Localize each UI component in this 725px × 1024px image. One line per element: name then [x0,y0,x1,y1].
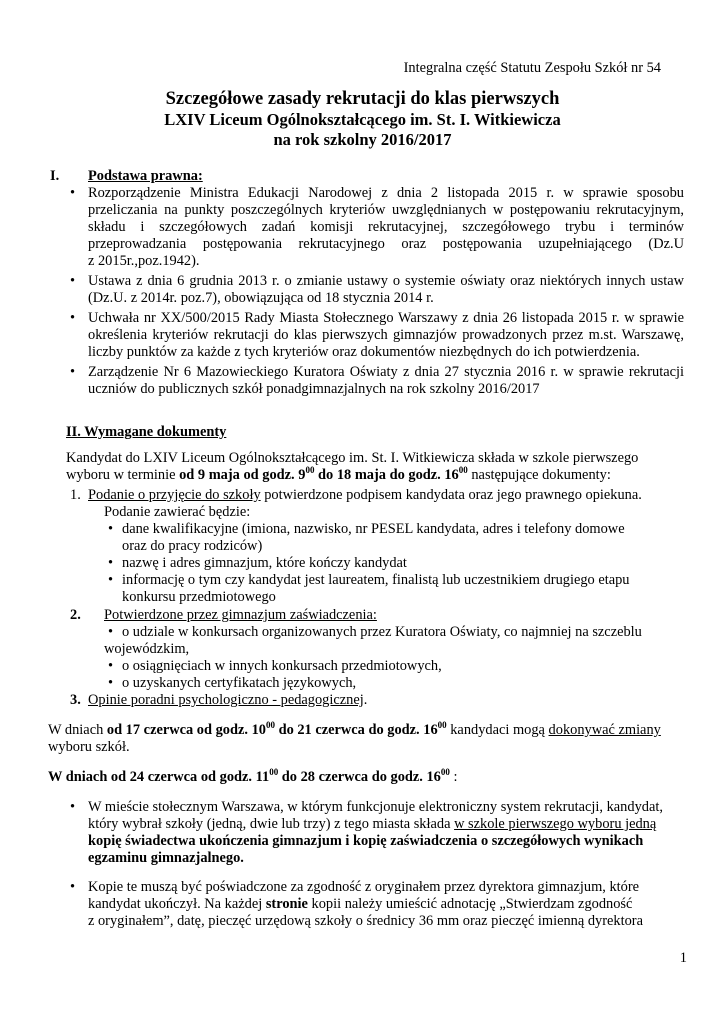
document-page: Integralna część Statutu Zespołu Szkół nr 54 Szczegółowe zasady rekrutacji do klas pierwszych LXIV Liceum Ogólnokształcącego im. St. I. Witkiewicza na rok szkolny 2016/2017 I. Podstawa prawna: • Rozporządzenie Ministra Edukacji Narodowej z dnia 2 listopada 2015 r. w sprawie sposobu przeliczania na punkty poszczególnych kryteriów uwzględnianych w postępowaniu rekrutacyjnym, składu i szczegółowych zadań komisji rekrutacyjnej, szczegółowego trybu i terminów przeprowadzania postępowania rekrutacyjnego oraz postępowania uzupełniającego (Dz.U z 2015r.,poz.1942). • Ustawa z dnia 6 grudnia 2013 r. o zmianie ustawy o systemie oświaty oraz niektórych innych ustaw (Dz.U. z 2014r. poz.7), obowiązująca od 18 stycznia 2014 r. • Uchwała nr XX/500/2015 Rady Miasta Stołecznego Warszawy z dnia 26 listopada 2015 r. w sprawie określenia kryteriów rekrutacji do klas pierwszych gimnazjów prowadzonych przez m.st. Warszawę, liczby punktów za każde z tych kryteriów oraz dokumentów niezbędnych do ich potwierdzenia. • Zarządzenie Nr 6 Mazowieckiego Kuratora Oświaty z dnia 27 stycznia 2016 r. w sprawie rekrutacji uczniów do publicznych szkół ponadgimnazjalnych na rok szkolny 2016/2017 II. Wymagane dokumenty Kandydat do LXIV Liceum Ogólnokształcącego im. St. I. Witkiewicza składa w szkole pierwszego wyboru w terminie od 9 maja od godz. $9^{00}$ do 18 maja do godz. $16^{00}$ następujące dokumenty: 1. Podanie o przyjęcie do szkoły potwierdzone podpisem kandydata oraz jego prawnego opiekuna. Podanie zawierać będzie: • dane kwalifikacyjne (imiona, nazwisko, nr PESEL kandydata, adres i telefony domowe oraz do pracy rodziców) • nazwę i adres gimnazjum, które kończy kandydat • informację o tym czy kandydat jest laureatem, finalistą lub uczestnikiem drugiego etapu konkursu przedmiotowego 2. Potwierdzone przez gimnazjum zaświadczenia: • o udziale w konkursach organizowanych przez Kuratora Oświaty, co najmniej na szczeblu wojewódzkim, • o osiągnięciach w innych konkursach przedmiotowych, • o uzyskanych certyfikatach językowych, 3. Opinie poradni psychologiczno - pedagogicznej. W dniach od 17 czerwca od godz. $10^{00}$ do 21 czerwca do godz. $16^{00}$ kandydaci mogą dokonywać zmiany wyboru szkół. W dniach od 24 czerwca od godz. $11^{00}$ do 28 czerwca do godz. $16^{00}$ : • W mieście stołecznym Warszawa, w którym funkcjonuje elektroniczny system rekrutacji, kandydat, który wybrał szkoły (jedną, dwie lub trzy) z tego miasta składa w szkole pierwszego wyboru jedną kopię świadectwa ukończenia gimnazjum i kopię zaświadczenia o szczegółowych wynikach egzaminu gimnazjalnego. • Kopie te muszą być poświadczone za zgodność z oryginałem przez dyrektora gimnazjum, które kandydat ukończył. Na każdej stronie kopii należy umieścić adnotację „Stwierdzam zgodność z oryginałem”, datę, pieczęć urzędową szkoły o średnicy 36 mm oraz pieczęć imienną dyrektora 1 [0,0,725,1024]
doc-3-text: Opinie poradni psychologiczno - pedagogicznej. [88,692,368,708]
doc-1-items [104,521,684,606]
documents-intro: Kandydat do LXIV Liceum Ogólnokształcącego im. St. I. Witkiewicza składa w szkole pierwszego wyboru w terminie od 9 maja od godz. $9^{00}$ do 18 maja do godz. $16^{00}$ następujące dokumenty: [66,450,639,483]
doc-2-text: Potwierdzone przez gimnazjum zaświadczenia: [104,607,377,623]
doc-1-item: • dane kwalifikacyjne (imiona, nazwisko, nr PESEL kandydata, adres i telefony domowe oraz do pracy rodziców) [104,521,684,555]
doc-1-item: • nazwę i adres gimnazjum, które kończy kandydat [104,555,684,572]
doc-2-item: • o osiągnięciach w innych konkursach przedmiotowych, [104,658,684,675]
legal-item-4: • Zarządzenie Nr 6 Mazowieckiego Kuratora Oświaty z dnia 27 stycznia 2016 r. w sprawie rekrutacji uczniów do publicznych szkół ponadgimnazjalnych na rok szkolny 2016/2017 [64,364,684,398]
doc-1-number: 1. [70,487,81,503]
doc-2-item: • o udziale w konkursach organizowanych przez Kuratora Oświaty, co najmniej na szczeblu [104,624,684,641]
section-2-heading: II. Wymagane dokumenty [66,424,227,440]
doc-3-number: 3. [70,692,81,708]
submission-list [64,799,688,930]
doc-1-item: • informację o tym czy kandydat jest laureatem, finalistą lub uczestnikiem drugiego etapu konkursu przedmiotowego [104,572,684,606]
submission-item-1: • W mieście stołecznym Warszawa, w którym funkcjonuje elektroniczny system rekrutacji, kandydat, który wybrał szkoły (jedną, dwie lub trzy) z tego miasta składa w szkole pierwszego wyboru jedną kopię świadectwa ukończenia gimnazjum i kopię zaświadczenia o szczegółowych wynikach egzaminu gimnazjalnego. [64,799,688,867]
deadline-heading: W dniach od 24 czerwca od godz. $11^{00}$ do 28 czerwca do godz. $16^{00}$ : [48,767,458,785]
doc-2-items-cont [104,658,684,692]
title-line-2: LXIV Liceum Ogólnokształcącego im. St. I. Witkiewicza [164,110,561,129]
change-window-paragraph: W dniach od 17 czerwca od godz. $10^{00}$ do 21 czerwca do godz. $16^{00}$ kandydaci mogą dokonywać zmiany wyboru szkół. [48,720,661,755]
submission-item-2: • Kopie te muszą być poświadczone za zgodność z oryginałem przez dyrektora gimnazjum, które kandydat ukończył. Na każdej stronie kopii należy umieścić adnotację „Stwierdzam zgodność z oryginałem”, datę, pieczęć urzędową szkoły o średnicy 36 mm oraz pieczęć imienną dyrektora [64,879,688,930]
section-1-label: Podstawa prawna: [88,168,203,184]
page-number: 1 [679,950,687,966]
doc-2-number: 2. [70,607,81,623]
doc-2-items [104,624,684,641]
doc-2-item: • o uzyskanych certyfikatach językowych, [104,675,684,692]
title-line-1: Szczegółowe zasady rekrutacji do klas pierwszych [165,89,560,109]
section-1-heading [50,168,203,185]
doc-1-text: Podanie o przyjęcie do szkoły potwierdzone podpisem kandydata oraz jego prawnego opiekuna. [88,487,642,503]
title-line-3: na rok szkolny 2016/2017 [273,130,452,149]
legal-item-2: • Ustawa z dnia 6 grudnia 2013 r. o zmianie ustawy o systemie oświaty oraz niektórych innych ustaw (Dz.U. z 2014r. poz.7), obowiązująca od 18 stycznia 2014 r. [64,273,684,307]
legal-item-3: • Uchwała nr XX/500/2015 Rady Miasta Stołecznego Warszawy z dnia 26 listopada 2015 r. w sprawie określenia kryteriów rekrutacji do klas pierwszych gimnazjów prowadzonych przez m.st. Warszawę, liczby punktów za każde z tych kryteriów oraz dokumentów niezbędnych do ich potwierdzenia. [64,310,684,361]
doc-1-subtitle: Podanie zawierać będzie: [104,504,251,520]
header-note: Integralna część Statutu Zespołu Szkół nr 54 [403,60,661,76]
section-1-number: I. [50,168,60,184]
legal-item-1: • Rozporządzenie Ministra Edukacji Narodowej z dnia 2 listopada 2015 r. w sprawie sposobu przeliczania na punkty poszczególnych kryteriów uwzględnianych w postępowaniu rekrutacyjnym, składu i szczegółowych zadań komisji rekrutacyjnej, szczegółowego trybu i terminów przeprowadzania postępowania rekrutacyjnego oraz postępowania uzupełniającego (Dz.U z 2015r.,poz.1942). [64,185,684,270]
legal-basis-list [64,185,684,398]
